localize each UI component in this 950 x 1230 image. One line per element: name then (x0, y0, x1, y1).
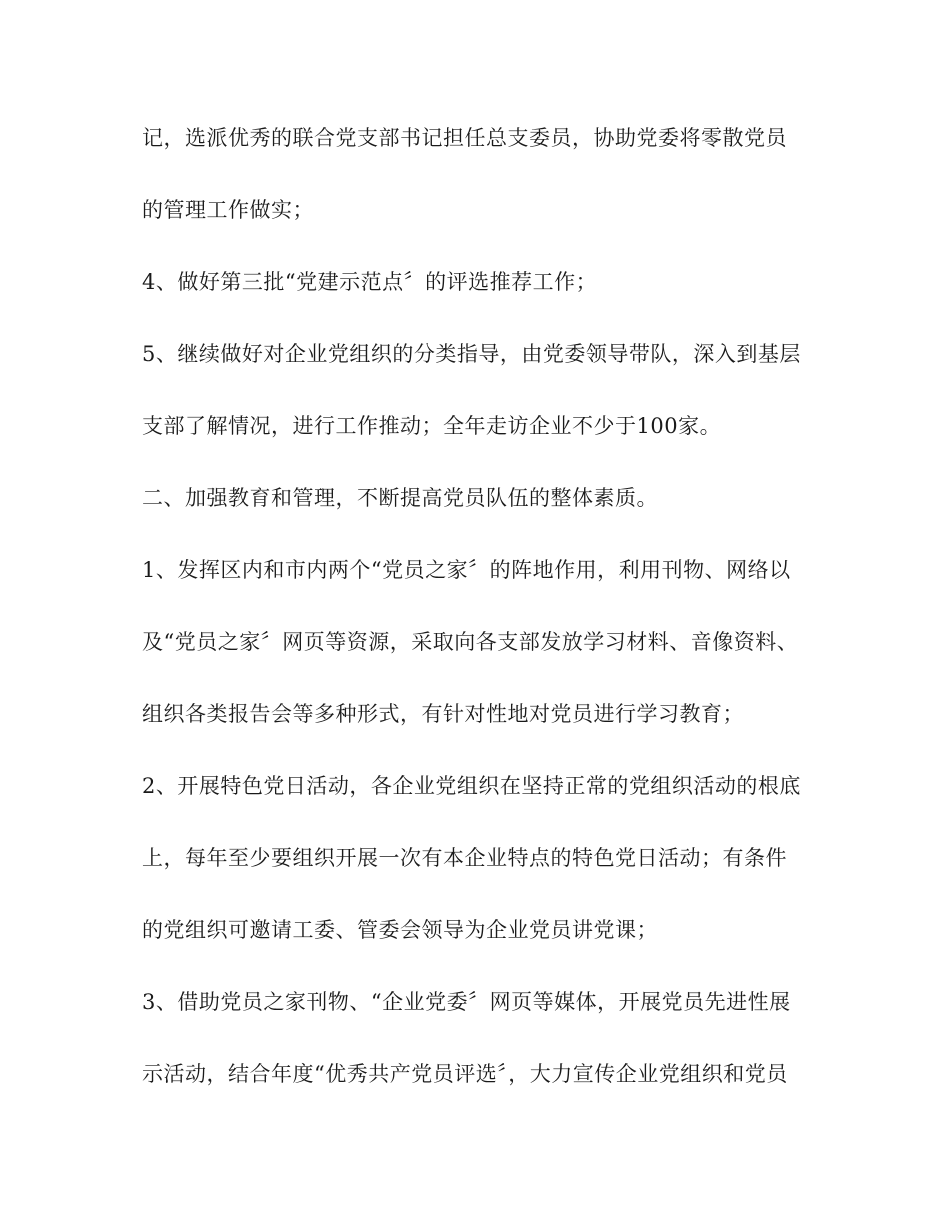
text-line: 1、发挥区内和市内两个“党员之家〞的阵地作用，利用刊物、网络以 (142, 558, 791, 582)
text-line: 及“党员之家〞网页等资源，采取向各支部发放学习材料、音像资料、 (142, 630, 799, 654)
text-line: 记，选派优秀的联合党支部书记担任总支委员，协助党委将零散党员 (142, 126, 787, 150)
text-line: 2、开展特色党日活动，各企业党组织在坚持正常的党组织活动的根底 (142, 774, 801, 798)
text-line: 4、做好第三批“党建示范点〞的评选推荐工作； (142, 270, 598, 294)
document-body (142, 118, 812, 1126)
text-line: 组织各类报告会等多种形式，有针对性地对党员进行学习教育； (142, 702, 744, 726)
text-line: 示活动，结合年度“优秀共产党员评选〞，大力宣传企业党组织和党员 (142, 1062, 788, 1086)
text-line: 3、借助党员之家刊物、“企业党委〞网页等媒体，开展党员先进性展 (142, 990, 791, 1014)
text-line: 5、继续做好对企业党组织的分类指导，由党委领导带队，深入到基层 (142, 342, 801, 366)
text-line: 支部了解情况，进行工作推动；全年走访企业不少于100家。 (142, 414, 722, 438)
text-line: 的管理工作做实； (142, 198, 314, 222)
text-line: 上，每年至少要组织开展一次有本企业特点的特色党日活动；有条件 (142, 846, 787, 870)
section-heading: 二、加强教育和管理，不断提高党员队伍的整体素质。 (142, 486, 658, 510)
text-line: 的党组织可邀请工委、管委会领导为企业党员讲党课； (142, 918, 658, 942)
